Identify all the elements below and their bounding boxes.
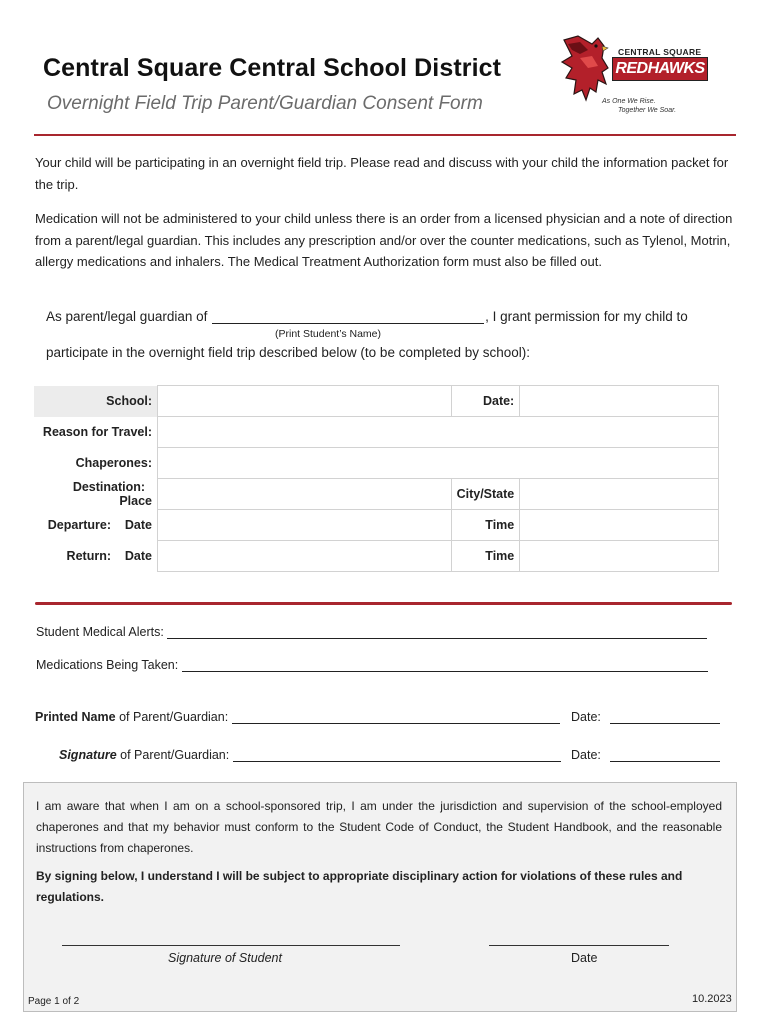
- signature-bold: Signature: [59, 748, 117, 762]
- student-date-field[interactable]: [489, 945, 669, 946]
- table-row-school: [34, 386, 719, 417]
- permission-line-2: participate in the overnight field trip described below (to be completed by school):: [46, 345, 531, 360]
- table-row-departure: [34, 510, 719, 541]
- section-divider: [35, 602, 732, 605]
- return-date-word: Date: [124, 549, 152, 563]
- place-word: Place: [119, 494, 152, 508]
- departure-date-field[interactable]: [158, 510, 452, 541]
- printed-name-bold: Printed Name: [35, 710, 116, 724]
- logo-tagline-1: As One We Rise.: [602, 98, 656, 105]
- departure-time-field[interactable]: [520, 510, 719, 541]
- date-label: Date:: [451, 386, 520, 417]
- student-date-label: Date: [571, 951, 598, 965]
- header-divider: [34, 134, 736, 136]
- return-word: Return:: [66, 549, 111, 563]
- page-subtitle: Overnight Field Trip Parent/Guardian Consent Form: [47, 93, 483, 114]
- page-number: Page 1 of 2: [28, 996, 80, 1007]
- signature-date-label: Date:: [571, 748, 601, 762]
- permission-prefix: As parent/legal guardian of: [46, 309, 208, 324]
- signature-date-field[interactable]: [610, 748, 720, 762]
- destination-label: [34, 479, 158, 510]
- city-state-field[interactable]: [520, 479, 719, 510]
- page-title: Central Square Central School District: [43, 54, 502, 82]
- return-time-label: Time: [451, 541, 520, 572]
- student-signature-label: Signature of Student: [168, 951, 282, 965]
- permission-suffix: , I grant permission for my child to: [485, 309, 688, 324]
- signature-date-row: [571, 748, 720, 762]
- medical-alerts-label: Student Medical Alerts:: [36, 625, 164, 639]
- reason-label: Reason for Travel:: [34, 417, 158, 448]
- guardian-signature-field[interactable]: [233, 748, 561, 762]
- student-agreement-text: I am aware that when I am on a school-sponsored trip, I am under the jurisdiction and supervision of the school-employed chaperones and that my behavior must conform to the Student Code of Conduct, the Student Handbook, and the reasonable instructions from chaperones.: [36, 799, 722, 855]
- table-row-reason: [34, 417, 719, 448]
- district-logo: [558, 32, 708, 118]
- logo-tagline-2: Together We Soar.: [618, 107, 677, 114]
- print-student-name-label: (Print Student’s Name): [275, 328, 382, 340]
- medications-label: Medications Being Taken:: [36, 658, 179, 672]
- chaperones-field[interactable]: [158, 448, 719, 479]
- printed-name-of-parent: of Parent/Guardian:: [119, 710, 229, 724]
- medical-alerts-field[interactable]: [167, 625, 707, 639]
- trip-details-table: [34, 385, 719, 572]
- destination-word: Destination:: [72, 480, 146, 494]
- student-signature-field[interactable]: [62, 945, 400, 946]
- table-row-chaperones: [34, 448, 719, 479]
- logo-main-text: REDHAWKS: [612, 57, 708, 81]
- signature-of-parent: of Parent/Guardian:: [120, 748, 230, 762]
- departure-time-label: Time: [451, 510, 520, 541]
- return-time-field[interactable]: [520, 541, 719, 572]
- printed-date-field[interactable]: [610, 710, 720, 724]
- departure-word: Departure:: [47, 518, 111, 532]
- table-row-destination: [34, 479, 719, 510]
- form-version: 10.2023: [692, 993, 732, 1005]
- destination-place-field[interactable]: [158, 479, 452, 510]
- chaperones-label: Chaperones:: [34, 448, 158, 479]
- school-label: School:: [34, 386, 158, 417]
- medications-row: [36, 658, 708, 672]
- reason-field[interactable]: [158, 417, 719, 448]
- intro-paragraph: Your child will be participating in an overnight field trip. Please read and discuss with your child the information packet for the trip.: [35, 155, 729, 192]
- date-field[interactable]: [520, 386, 719, 417]
- printed-date-label: Date:: [571, 710, 601, 724]
- city-state-label: City/State: [451, 479, 520, 510]
- return-label: [34, 541, 158, 572]
- departure-label: [34, 510, 158, 541]
- student-agreement-bold: By signing below, I understand I will be subject to appropriate disciplinary action for violations of these rules and regulations.: [36, 869, 683, 904]
- school-field[interactable]: [158, 386, 452, 417]
- signature-row: [59, 748, 561, 762]
- medications-field[interactable]: [182, 658, 708, 672]
- departure-date-word: Date: [124, 518, 152, 532]
- logo-top-text: CENTRAL SQUARE: [618, 47, 702, 57]
- table-row-return: [34, 541, 719, 572]
- printed-date-row: [571, 710, 720, 724]
- permission-line: [46, 309, 688, 324]
- medication-paragraph: Medication will not be administered to your child unless there is an order from a licensed physician and a note of direction from a parent/legal guardian. This includes any prescription and/or over the counter medications, such as Tylenol, Motrin, allergy medications and inhalers. The Medical Treatment Authorization form must also be filled out.: [35, 211, 733, 269]
- return-date-field[interactable]: [158, 541, 452, 572]
- printed-name-field[interactable]: [232, 710, 560, 724]
- printed-name-row: [35, 710, 560, 724]
- student-name-field[interactable]: [212, 309, 484, 324]
- medical-alerts-row: [36, 625, 707, 639]
